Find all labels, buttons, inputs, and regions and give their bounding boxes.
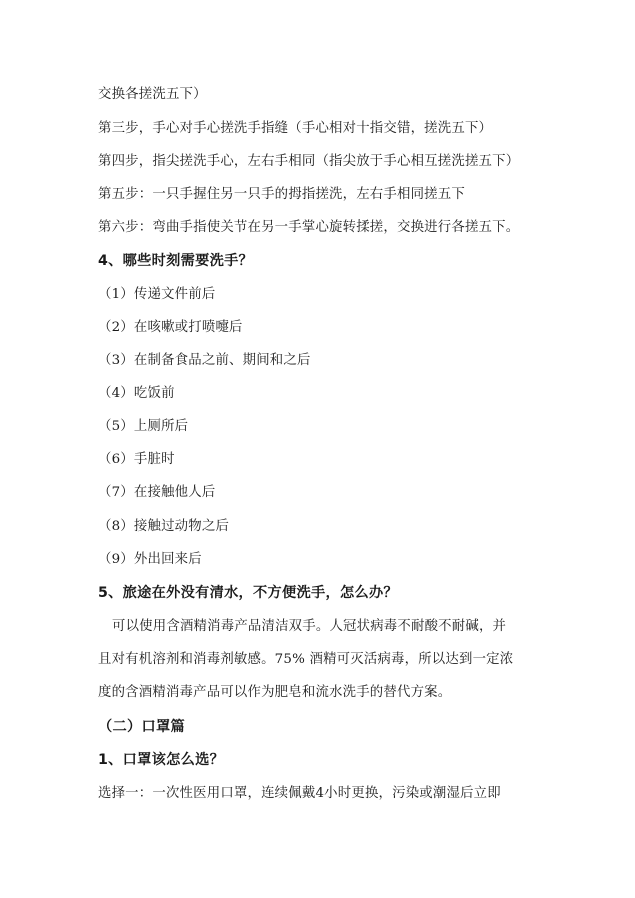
mask-question-1-heading: 1、口罩该怎么选？ [98, 752, 225, 768]
section-5-paragraph-line-1: 可以使用含酒精消毒产品清洁双手。人冠状病毒不耐酸不耐碱，并 [112, 619, 507, 634]
list-item: （5）上厕所后 [98, 419, 189, 434]
section-4-heading: 4、哪些时刻需要洗手？ [98, 253, 254, 269]
steps-continuation-text: 交换各搓洗五下） [98, 87, 207, 102]
section-5-paragraph-line-3: 度的含酒精消毒产品可以作为肥皂和流水洗手的替代方案。 [98, 685, 452, 700]
list-item: （3）在制备食品之前、期间和之后 [98, 353, 311, 368]
mask-choice-1-text: 选择一：一次性医用口罩，连续佩戴4小时更换，污染或潮湿后立即 [98, 786, 501, 801]
list-item: （8）接触过动物之后 [98, 519, 230, 534]
list-item: （6）手脏时 [98, 452, 175, 467]
step-3-text: 第三步，手心对手心搓洗手指缝（手心相对十指交错，搓洗五下） [98, 121, 493, 136]
step-4-text: 第四步，指尖搓洗手心，左右手相同（指尖放于手心相互搓洗搓五下） [98, 154, 520, 169]
list-item: （7）在接触他人后 [98, 485, 216, 500]
part-2-heading: （二）口罩篇 [98, 719, 185, 735]
step-6-text: 第六步：弯曲手指使关节在另一手掌心旋转揉搓，交换进行各搓五下。 [98, 220, 520, 235]
list-item: （1）传递文件前后 [98, 287, 216, 302]
list-item: （2）在咳嗽或打喷嚏后 [98, 320, 243, 335]
section-5-paragraph-line-2: 且对有机溶剂和消毒剂敏感。75% 酒精可灭活病毒，所以达到一定浓 [98, 652, 514, 667]
step-5-text: 第五步：一只手握住另一只手的拇指搓洗，左右手相同搓五下 [98, 187, 465, 202]
section-5-heading: 5、旅途在外没有清水，不方便洗手，怎么办？ [98, 585, 398, 601]
list-item: （9）外出回来后 [98, 552, 202, 567]
list-item: （4）吃饭前 [98, 386, 175, 401]
